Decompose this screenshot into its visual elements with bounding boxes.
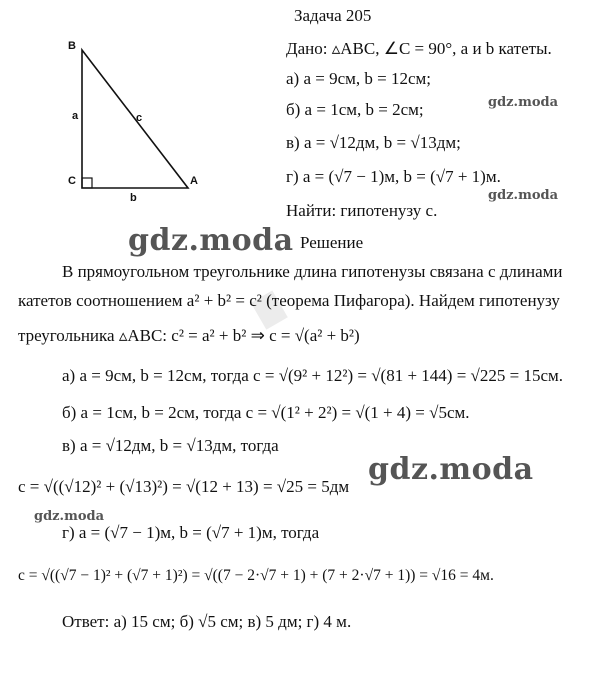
given-case-a: а) a = 9см, b = 12см; xyxy=(286,69,432,88)
given-statement: Дано: ▵ABC, ∠C = 90°, a и b катеты. xyxy=(286,39,552,58)
solution-case-g-line-2: c = √((√7 − 1)² + (√7 + 1)²) = √((7 − 2·√7 + 1) + (7 + 2·√7 + 1)) = √16 = 4м. xyxy=(18,567,494,584)
side-label-b: b xyxy=(130,192,137,204)
task-title: Задача 205 xyxy=(294,6,372,25)
solution-case-a: а) a = 9см, b = 12см, тогда c = √(9² + 12²) = √(81 + 144) = √225 = 15см. xyxy=(62,366,564,385)
given-case-g: г) a = (√7 − 1)м, b = (√7 + 1)м. xyxy=(286,167,501,186)
solution-case-b: б) a = 1см, b = 2см, тогда c = √(1² + 2²) = √(1 + 4) = √5см. xyxy=(62,403,470,422)
solution-heading: Решение xyxy=(300,233,364,252)
watermark-small-2: gdz.moda xyxy=(488,188,559,203)
side-label-c: c xyxy=(136,112,143,124)
answer-line: Ответ: а) 15 см; б) √5 см; в) 5 дм; г) 4 м. xyxy=(62,612,352,631)
right-triangle-figure xyxy=(60,40,210,210)
triangle-outline xyxy=(82,50,188,188)
vertex-label-C: C xyxy=(68,175,76,187)
solution-case-v-line-2: c = √((√12)² + (√13)²) = √(12 + 13) = √25 = 5дм xyxy=(18,477,350,496)
background-stamp: ∎ xyxy=(236,270,300,345)
intro-line-2: катетов соотношением a² + b² = c² (теорема Пифагора). Найдем гипотенузу xyxy=(18,291,560,310)
given-case-b: б) a = 1см, b = 2см; xyxy=(286,100,424,119)
watermark-big-1: gdz.moda xyxy=(128,223,294,258)
vertex-label-A: A xyxy=(190,175,198,187)
find-statement: Найти: гипотенузу c. xyxy=(286,201,438,220)
solution-case-g-line-1: г) a = (√7 − 1)м, b = (√7 + 1)м, тогда xyxy=(62,523,320,542)
intro-line-3: треугольника ▵ABC: c² = a² + b² ⇒ c = √(a² + b²) xyxy=(18,326,360,345)
vertex-label-B: B xyxy=(68,40,76,52)
watermark-big-2: gdz.moda xyxy=(368,452,534,487)
watermark-small-3: gdz.moda xyxy=(34,509,105,524)
side-label-a: a xyxy=(72,110,79,122)
solution-case-v-line-1: в) a = √12дм, b = √13дм, тогда xyxy=(62,436,279,455)
intro-line-1: В прямоугольном треугольнике длина гипотенузы связана с длинами xyxy=(62,262,563,281)
given-case-v: в) a = √12дм, b = √13дм; xyxy=(286,133,461,152)
right-angle-mark xyxy=(82,178,92,188)
watermark-small-1: gdz.moda xyxy=(488,95,559,110)
